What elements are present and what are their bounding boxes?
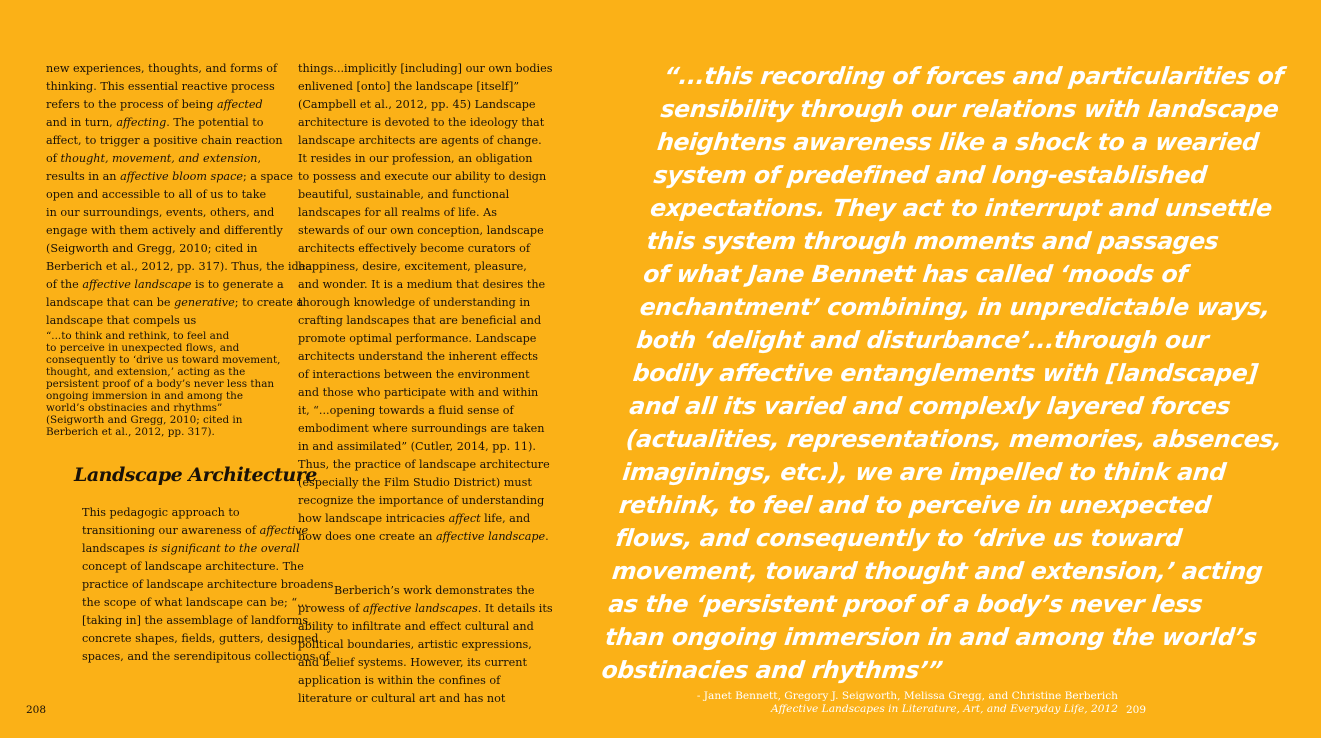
text-line: landscape architects are agents of change.: [298, 134, 542, 147]
text-line: to perceive in unexpected flows, and: [46, 342, 240, 354]
text-line: sensibility through our relations with landscape: [659, 95, 1280, 123]
text-line: ability to infiltrate and effect cultural and: [298, 620, 534, 633]
text-line: world’s obstinacies and rhythms”: [46, 402, 223, 414]
page-number-right: 209: [1126, 704, 1147, 716]
text-line: rethink, to feel and to perceive in unexpected: [617, 491, 1213, 519]
text-line: engage with them actively and differently: [46, 224, 283, 237]
text-line: thorough knowledge of understanding in: [298, 296, 531, 309]
text-line: transitioning our awareness of affective: [82, 524, 309, 537]
body-paragraph: [298, 60, 553, 546]
text-line: this system through moments and passages: [645, 227, 1220, 255]
text-line: things...implicitly [including] our own bodies: [298, 62, 553, 75]
text-line: architects understand the inherent effects: [298, 350, 539, 363]
text-line: thought, and extension,’ acting as the: [46, 366, 246, 378]
text-line: obstinacies and rhythms’”: [600, 656, 944, 684]
middle-text-column: [298, 60, 553, 708]
text-line: refers to the process of being affected: [46, 98, 263, 111]
text-line: embodiment where surroundings are taken: [298, 422, 545, 435]
text-line: and wonder. It is a medium that desires the: [298, 278, 546, 291]
text-line: crafting landscapes that are beneficial and: [298, 314, 542, 327]
body-paragraph: [298, 582, 553, 708]
text-line: Thus, the practice of landscape architecture: [298, 458, 550, 471]
text-line: concept of landscape architecture. The: [82, 560, 304, 573]
text-line: recognize the importance of understanding: [298, 494, 545, 507]
text-line: “...to think and rethink, to feel and: [46, 330, 230, 342]
text-line: prowess of affective landscapes. It details its: [298, 602, 553, 615]
text-line: practice of landscape architecture broadens: [82, 578, 334, 591]
text-line: political boundaries, artistic expressions,: [298, 638, 532, 651]
text-line: concrete shapes, fields, gutters, designed: [82, 632, 319, 645]
quote-attribution: [697, 690, 1118, 716]
pull-quote: [600, 60, 1285, 687]
text-line: than ongoing immersion in and among the world’s: [603, 623, 1259, 651]
text-line: imaginings, etc.), we are impelled to think and: [621, 458, 1228, 486]
page-number-left: 208: [26, 704, 47, 716]
text-line: both ‘delight and disturbance’...through our: [635, 326, 1210, 354]
text-line: of what Jane Bennett has called ‘moods of: [641, 260, 1189, 288]
text-line: consequently to ‘drive us toward movement,: [46, 354, 281, 366]
text-line: Berberich et al., 2012, pp. 317). Thus, the idea: [46, 260, 312, 273]
body-paragraph: [46, 60, 312, 330]
text-line: architecture is devoted to the ideology that: [298, 116, 545, 129]
text-line: and belief systems. However, its current: [298, 656, 527, 669]
text-line: (Seigworth and Gregg, 2010; cited in: [46, 242, 258, 255]
text-line: happiness, desire, excitement, pleasure,: [298, 260, 527, 273]
attribution-work: Affective Landscapes in Literature, Art, and Everyday Life, 2012: [771, 703, 1118, 715]
text-line: affect, to trigger a positive chain reaction: [46, 134, 283, 147]
text-line: landscape that compels us: [46, 314, 197, 327]
text-line: persistent proof of a body’s never less than: [46, 378, 275, 390]
text-line: This pedagogic approach to: [82, 506, 240, 519]
block-quote: [46, 330, 281, 414]
text-line: as the ‘persistent proof of a body’s never less: [607, 590, 1204, 618]
text-line: [taking in] the assemblage of landforms,: [82, 614, 312, 627]
text-line: landscapes is significant to the overall: [82, 542, 300, 555]
text-line: (Campbell et al., 2012, pp. 45) Landscape: [298, 98, 536, 111]
text-line: enchantment’ combining, in unpredictable ways,: [638, 293, 1272, 321]
text-line: bodily affective entanglements with [landscape]: [631, 359, 1260, 387]
text-line: and those who participate with and within: [298, 386, 539, 399]
text-line: spaces, and the serendipitous collections of: [82, 650, 330, 663]
text-line: heightens awareness like a shock to a wearied: [655, 128, 1261, 156]
attribution-authors: - Janet Bennett, Gregory J. Seigworth, Melissa Gregg, and Christine Berberich: [696, 690, 1118, 702]
text-line: how does one create an affective landscape.: [298, 530, 549, 543]
text-line: (Seigworth and Gregg, 2010; cited in: [46, 414, 243, 426]
text-line: It resides in our profession, an obligation: [298, 152, 533, 165]
text-line: Berberich’s work demonstrates the: [334, 584, 535, 597]
left-text-column: [46, 60, 334, 666]
body-paragraph: [46, 504, 334, 666]
text-line: “...this recording of forces and particularities of: [662, 62, 1285, 90]
text-line: it, “...opening towards a fluid sense of: [298, 404, 514, 417]
text-line: of thought, movement, and extension,: [46, 152, 262, 165]
text-line: stewards of our own conception, landscape: [298, 224, 544, 237]
text-line: beautiful, sustainable, and functional: [298, 188, 510, 201]
text-line: system of predefined and long-established: [652, 161, 1209, 189]
text-line: results in an affective bloom space; a space: [46, 170, 293, 183]
text-line: in our surroundings, events, others, and: [46, 206, 275, 219]
text-line: Berberich et al., 2012, pp. 317).: [46, 426, 215, 438]
section-heading: Landscape Architecture: [74, 464, 317, 486]
text-line: (actualities, representations, memories, absences,: [624, 425, 1284, 453]
text-line: of interactions between the environment: [298, 368, 530, 381]
text-line: enlivened [onto] the landscape [itself]”: [298, 80, 520, 93]
text-line: open and accessible to all of us to take: [46, 188, 267, 201]
text-line: ongoing immersion in and among the: [46, 390, 244, 402]
text-line: (especially the Film Studio District) must: [298, 476, 532, 489]
text-line: landscape that can be generative; to create a: [46, 296, 304, 309]
text-line: in and assimilated” (Cutler, 2014, pp. 11).: [298, 440, 536, 453]
text-line: promote optimal performance. Landscape: [298, 332, 537, 345]
text-line: landscapes for all realms of life. As: [298, 206, 497, 219]
text-line: of the affective landscape is to generate a: [46, 278, 284, 291]
text-line: to possess and execute our ability to design: [298, 170, 547, 183]
text-line: literature or cultural art and has not: [298, 692, 506, 705]
text-line: expectations. They act to interrupt and unsettle: [648, 194, 1274, 222]
text-line: and in turn, affecting. The potential to: [46, 116, 264, 129]
text-line: and all its varied and complexly layered forces: [628, 392, 1232, 420]
text-line: flows, and consequently to ‘drive us toward: [614, 524, 1184, 552]
text-line: new experiences, thoughts, and forms of: [46, 62, 278, 75]
text-line: thinking. This essential reactive process: [46, 80, 275, 93]
text-line: application is within the confines of: [298, 674, 501, 687]
text-line: architects effectively become curators of: [298, 242, 530, 255]
text-line: the scope of what landscape can be; “...: [82, 596, 308, 609]
text-line: how landscape intricacies affect life, and: [298, 512, 531, 525]
text-line: movement, toward thought and extension,’ acting: [610, 557, 1264, 585]
citation: [46, 414, 268, 438]
